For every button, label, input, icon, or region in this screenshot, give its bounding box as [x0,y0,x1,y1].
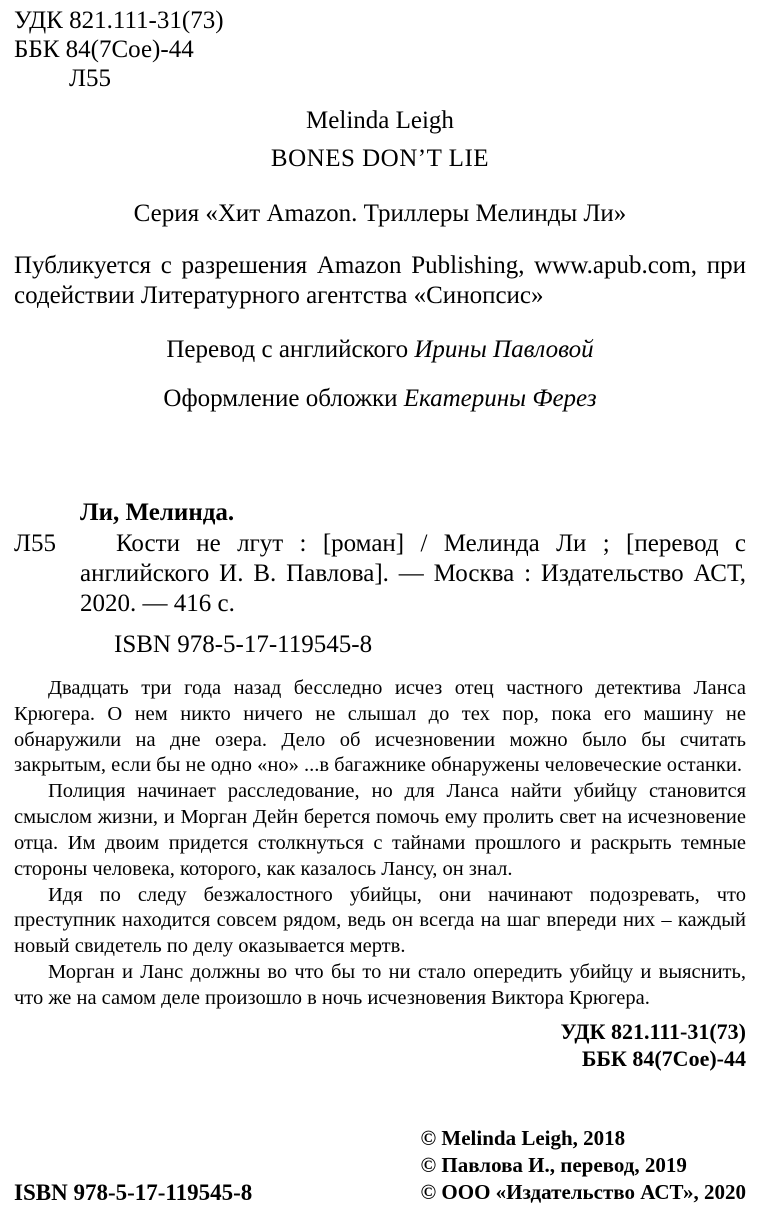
top-codes-block [14,6,746,93]
annotation-paragraph: Морган и Ланс должны во что бы то ни стало опередить убийцу и выяснить, что же на самом деле произошло в ночь исчезновения Виктора Крюгера. [14,961,746,1009]
bbk-code-top: ББК 84(7Сое)-44 [14,36,194,63]
author-sign-card: Л55 [14,530,56,557]
copyright-block [420,1125,746,1206]
book-title-latin: BONES DON’T LIE [270,145,490,172]
annotation-block [14,676,746,1012]
series-line: Серия «Хит Amazon. Триллеры Мелинды Ли» [133,200,627,227]
cover-credit [14,385,746,413]
translation-credit [14,336,746,364]
author-sign-top: Л55 [69,65,111,92]
isbn-card: ISBN 978-5-17-119545-8 [114,631,373,658]
isbn-bottom: ISBN 978-5-17-119545-8 [14,1180,253,1205]
book-author-latin: Melinda Leigh [306,107,454,134]
translator-name: Ирины Павловой [414,336,594,363]
copyright-line: © Melinda Leigh, 2018 [420,1126,626,1151]
annotation-paragraph: Идя по следу безжалостного убийцы, они начинают подозревать, что преступник находится совсем рядом, ведь он всегда на шаг впереди них – каждый новый свидетель по делу оказывается мертв. [14,883,746,958]
annotation-paragraph: Полиция начинает расследование, но для Ланса найти убийцу становится смыслом жизни, и Морган Дейн берется помочь ему пролить свет на исчезновение отца. Им двоим придется столкнуться с тайнами прошлого и раскрыть темные стороны человека, которого, как казалось Лансу, он знал. [14,780,746,880]
copyright-line: © ООО «Издательство АСТ», 2020 [420,1180,746,1205]
copyright-line: © Павлова И., перевод, 2019 [420,1153,687,1178]
udc-code-top: УДК 821.111-31(73) [14,7,224,34]
catalog-card-description: Кости не лгут : [роман] / Мелинда Ли ; [перевод с английского И. В. Павлова]. — Москва : Издательство АСТ, 2020. — 416 с. [80,530,746,617]
catalog-card-author: Ли, Мелинда. [80,499,235,526]
permission-note: Публикуется с разрешения Amazon Publishing, www.apub.com, при содействии Литературного агентства «Синопсис» [14,252,746,309]
bbk-code-bottom: ББК 84(7Сое)-44 [581,1046,746,1072]
cover-designer-name: Екатерины Ферез [403,385,597,412]
cover-credit-prefix: Оформление обложки [163,385,404,412]
bottom-codes-block [14,1018,746,1073]
translation-credit-prefix: Перевод с английского [166,336,415,363]
bottom-row [14,1125,746,1206]
udc-code-bottom: УДК 821.111-31(73) [560,1018,746,1044]
annotation-paragraph: Двадцать три года назад бесследно исчез отец частного детектива Ланса Крюгера. О нем никто ничего не слышал до тех пор, пока его машину не обнаружили на дне озера. Дело об исчезновении можно было бы считать закрытым, если бы не одно «но» ...в багажнике обнаружены человеческие останки. [14,677,746,777]
catalog-card-entry [14,529,746,619]
